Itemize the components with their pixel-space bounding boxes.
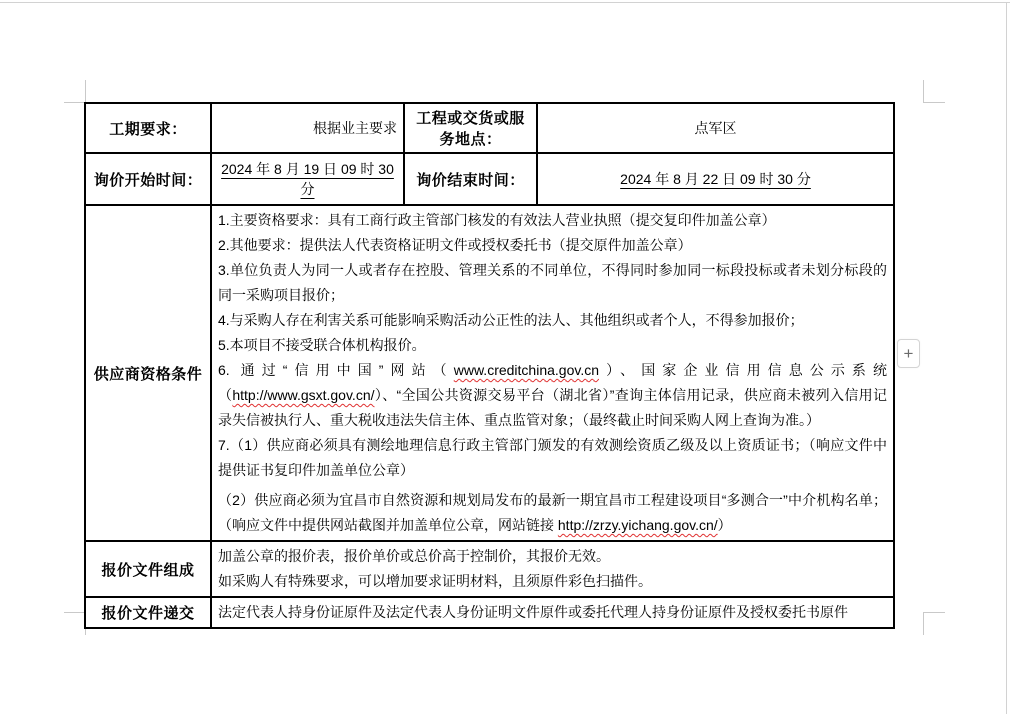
qualification-paragraph [218, 208, 887, 233]
paragraph-text: ）、国家企业信用信息公示系统（ [218, 362, 888, 403]
text-boundary-mark-top-left [64, 80, 86, 103]
url-text-spellcheck: http://www.gsxt.gov.cn/ [232, 387, 375, 403]
delivery-location-value: 点军区 [537, 103, 894, 153]
offer-submission-label: 报价文件递交 [85, 597, 211, 628]
duration-requirement-label: 工期要求： [85, 103, 211, 153]
paragraph-text: 1.主要资格要求：具有工商行政主管部门核发的有效法人营业执照（提交复印件加盖公章） [218, 212, 776, 228]
paragraph-text: 3.单位负责人为同一人或者存在控股、管理关系的不同单位，不得同时参加同一标段投标或者未划分标段的同一采购项目报价； [218, 262, 887, 303]
qualification-paragraph [218, 358, 887, 433]
inquiry-end-time-text: 2024 年 8 月 22 日 09 时 30 分 [620, 171, 811, 187]
table-row [85, 597, 894, 628]
qualification-paragraph [218, 233, 887, 258]
paragraph-text: 2.其他要求：提供法人代表资格证明文件或授权委托书（提交原件加盖公章） [218, 237, 692, 253]
table-row [85, 205, 894, 541]
paragraph-text: 4.与采购人存在利害关系可能影响采购活动公正性的法人、其他组织或者个人，不得参加报价； [218, 312, 804, 328]
qualification-paragraph [218, 433, 887, 483]
qualification-paragraph [218, 333, 887, 358]
inquiry-start-time-text: 2024 年 8 月 19 日 09 时 30 分 [221, 161, 394, 197]
paragraph-text: ）、“全国公共资源交易平台（湖北省）”查询主体信用记录，供应商未被列入信用记录失信被执行人、重大税收违法失信主体、重点监管对象；（最终截止时间采购人网上查询为准。） [218, 387, 888, 428]
offer-composition-label: 报价文件组成 [85, 541, 211, 597]
duration-requirement-value: 根据业主要求 [211, 103, 404, 153]
content-line: 如采购人有特殊要求，可以增加要求证明材料，且须原件彩色扫描件。 [218, 573, 652, 589]
viewport-right-edge [1006, 2, 1007, 714]
table-row [85, 541, 894, 597]
inquiry-info-table [84, 102, 895, 629]
text-boundary-mark-top-right [923, 80, 945, 103]
qualification-paragraph [218, 258, 887, 308]
qualification-paragraph [218, 488, 887, 538]
offer-submission-content [211, 597, 894, 628]
url-text-spellcheck: www.creditchina.gov.cn [453, 362, 599, 378]
paragraph-text: 6. 通过“信用中国”网站（ [218, 362, 454, 378]
table-row [85, 153, 894, 205]
paragraph-text: 7.（1）供应商必须具有测绘地理信息行政主管部门颁发的有效测绘资质乙级及以上资质证书；（响应文件中提供证书复印件加盖单位公章） [218, 437, 887, 478]
supplier-qualification-content [211, 205, 894, 541]
offer-composition-content [211, 541, 894, 597]
table-row [85, 103, 894, 153]
paragraph-text: （2）供应商必须为宜昌市自然资源和规划局发布的最新一期宜昌市工程建设项目“多测合一”中介机构名单；（响应文件中提供网站截图并加盖单位公章，网站链接 [218, 492, 887, 533]
text-boundary-mark-bottom-left [64, 612, 86, 635]
paragraph-text: ） [717, 517, 732, 533]
url-text-spellcheck: http://zrzy.yichang.gov.cn/ [557, 517, 718, 533]
text-boundary-mark-bottom-right [923, 612, 945, 635]
qualification-paragraph [218, 308, 887, 333]
insert-plus-button[interactable]: + [897, 339, 920, 368]
paragraph-text: 5.本项目不接受联合体机构报价。 [218, 337, 426, 353]
delivery-location-label: 工程或交货或服务地点： [404, 103, 537, 153]
inquiry-end-time-label: 询价结束时间： [404, 153, 537, 205]
content-line: 法定代表人持身份证原件及法定代表人身份证明文件原件或委托代理人持身份证原件及授权委托书原件 [218, 604, 848, 620]
inquiry-start-time-label: 询价开始时间： [85, 153, 211, 205]
viewport-top-edge [0, 2, 1010, 3]
supplier-qualification-label: 供应商资格条件 [85, 205, 211, 541]
content-line: 加盖公章的报价表，报价单价或总价高于控制价，其报价无效。 [218, 548, 610, 564]
inquiry-end-time-value [537, 153, 894, 205]
inquiry-start-time-value [211, 153, 404, 205]
